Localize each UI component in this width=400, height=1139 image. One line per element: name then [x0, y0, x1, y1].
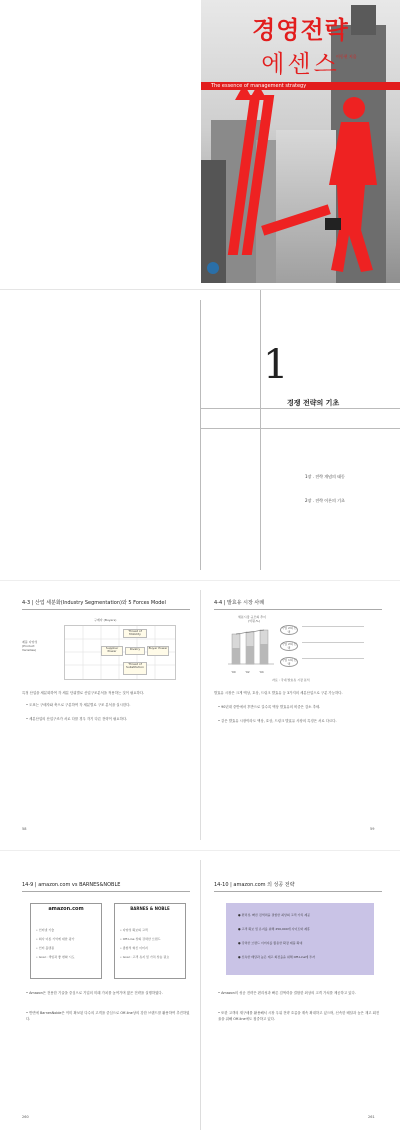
callout-oval: 기업 2의 선택	[281, 626, 297, 634]
page-number: 58	[22, 827, 27, 831]
callout-line	[302, 626, 364, 627]
market-bar-chart	[226, 624, 276, 670]
gutter	[200, 860, 201, 1130]
callout-line	[302, 642, 364, 643]
bullet-item: • 90년대 중반에서 후반으로 갈수록 액상 발효유의 비중은 감소 추세.	[218, 705, 321, 709]
section-heading: 4-3 | 산업 세분화(Industry Segmentation)와 5 Forces Model	[22, 600, 166, 606]
cover-author: 이동현 지음	[336, 54, 357, 59]
segmentation-grid	[64, 625, 176, 680]
page-number: 261	[368, 1115, 375, 1119]
cover-subtitle: 에센스	[261, 50, 340, 78]
chapter-vertical-rule	[260, 290, 261, 570]
barnes-box-title: BARNES & NOBLE	[130, 906, 170, 911]
heading-rule	[22, 891, 190, 892]
diagram-cell: Threat of Mobility	[123, 629, 147, 638]
chart-title: 세분시장 규모의 추이	[238, 615, 266, 619]
panel-item: ● 강력한 브랜드 이미지를 활용한 확장 제품 확대	[238, 941, 303, 945]
chart-unit: (억원,%)	[248, 619, 260, 623]
barnes-box-item: • 다양성 확보의 고객	[120, 928, 148, 932]
diagram-top-label: 구매자 (Buyers)	[94, 618, 117, 622]
businessman-figure-icon	[321, 90, 391, 280]
toc-item: 2장 . 전략 이론의 기초	[305, 498, 345, 503]
x-tick: '94	[259, 670, 264, 674]
x-tick: '92	[245, 670, 250, 674]
divider	[0, 580, 400, 581]
section-heading: 14-9 | amazon.com vs BARNES&NOBLE	[22, 882, 121, 888]
heading-rule	[22, 609, 190, 610]
amazon-box-item: • 회사 이름 기억에 대한 평가	[36, 937, 75, 941]
section-heading: 4-4 | 발효유 시장 사례	[214, 600, 265, 606]
chapter-title: 경쟁 전략의 기초	[287, 399, 340, 407]
gutter	[200, 590, 201, 840]
amazon-box-item: • 인터 플랫폼	[36, 946, 55, 950]
diagram-cell: Rivalry	[125, 647, 145, 655]
cover-english-title: The essence of management strategy	[211, 83, 307, 89]
book-cover	[201, 0, 400, 283]
x-tick: '90	[231, 670, 236, 674]
bullet-item: • 반면에 BarnesNoble은 이미 확보된 다수의 고객을 중심으로 Off-line상의 강한 브랜드를 활용하여 추진하였다.	[26, 1011, 190, 1021]
page-number: 260	[22, 1115, 29, 1119]
diagram-cell: Supplier Power	[101, 646, 123, 656]
barnes-box-item: • 종합적 혁신 이미지	[120, 946, 148, 950]
bullet-item: • 도표는 구매자와 축으로 구분하여 각 세분별로 구조 분석을 실시한다.	[26, 703, 131, 707]
amazon-box-title: amazon.com	[48, 906, 84, 912]
chapter-vertical-rule	[200, 300, 201, 570]
publisher-logo-icon	[207, 262, 219, 274]
page-number: 59	[370, 827, 375, 831]
amazon-box-item: • Goal : 책임과 좋 변화 시도	[36, 955, 75, 959]
callout-oval: 기업 2의 선택	[281, 642, 297, 650]
barnes-box	[114, 903, 186, 979]
divider	[0, 289, 400, 290]
bullet-item: • 같은 발효유 시장이라도 액상, 호상, 드링크 발효유 사장의 특징은 서로 다르다.	[218, 719, 337, 723]
cover-title: 경영전략	[252, 16, 349, 44]
bullet-item: • Amazon의 성공 전략은 편리성과 빠른 검색력을 결합한 최상의 고객 가치를 제공하고 있다.	[218, 991, 356, 995]
bullet-item: • Amazon은 전용한 기술을 중심으로 기업의 미래 가치를 높여가며 많은 전략을 실행하였다.	[26, 991, 163, 995]
section-heading: 14-10 | amazon.com 의 성공 전략	[214, 882, 295, 888]
toc-item: 1장 . 전략 개념의 태동	[305, 474, 345, 479]
amazon-box-item: • 인터넷 기술	[36, 928, 55, 932]
body-paragraph: 특정 산업을 세분화하여 각 세분 단위별로 산업구조분석을 적용하는 것이 필요하다.	[22, 691, 145, 695]
chart-note: 자료 : 국내 발효유 시장 분석	[272, 678, 310, 682]
bullet-item: • 세분산업의 산업구조가 서로 다를 경우 각기 다른 전략이 필요하다.	[26, 717, 128, 721]
chapter-number: 1	[263, 342, 289, 388]
chapter-horizontal-rule	[200, 408, 400, 409]
panel-item: ● 신속한 배달과 높은 재고 회전율을 위해 Off-Line에 투자	[238, 955, 316, 959]
chapter-horizontal-rule	[200, 428, 400, 429]
bullet-item: • 또한 고객의 재구매를 활용해서 시장 우위 전략 흐름을 계속 확대하고 있으며, 신속한 배달과 높은 재고 회전율을 위해 Off-line에도 집중하고 있다.	[218, 1011, 380, 1021]
diagram-side-label: 제품 다양성 (Product Varieties)	[22, 640, 38, 652]
panel-item: ● 편리성, 빠른 검색력을 결합한 최상의 고객 가치 제공	[238, 913, 311, 917]
diagram-cell: Buyer Power	[147, 646, 169, 656]
callout-oval: 기업 1의 선택	[281, 658, 297, 666]
barnes-box-item: • Goal : 고객 유지 및 가치 상승 필요	[120, 955, 170, 959]
amazon-box	[30, 903, 102, 979]
barnes-box-item: • Off-Line 상의 강력한 브랜드	[120, 937, 161, 941]
heading-rule	[214, 891, 382, 892]
heading-rule	[214, 609, 382, 610]
callout-line	[302, 658, 364, 659]
panel-item: ● 고객 확보 및 유지를 위해 250,000개 사이트와 제휴	[238, 927, 310, 931]
body-paragraph: 발효유 시장은 크게 액상, 호상, 드링크 발효유 등 3가지의 세분산업으로 구분 가능하다.	[214, 691, 343, 695]
diagram-cell: Threat of Substitution	[123, 662, 147, 675]
divider	[0, 850, 400, 851]
